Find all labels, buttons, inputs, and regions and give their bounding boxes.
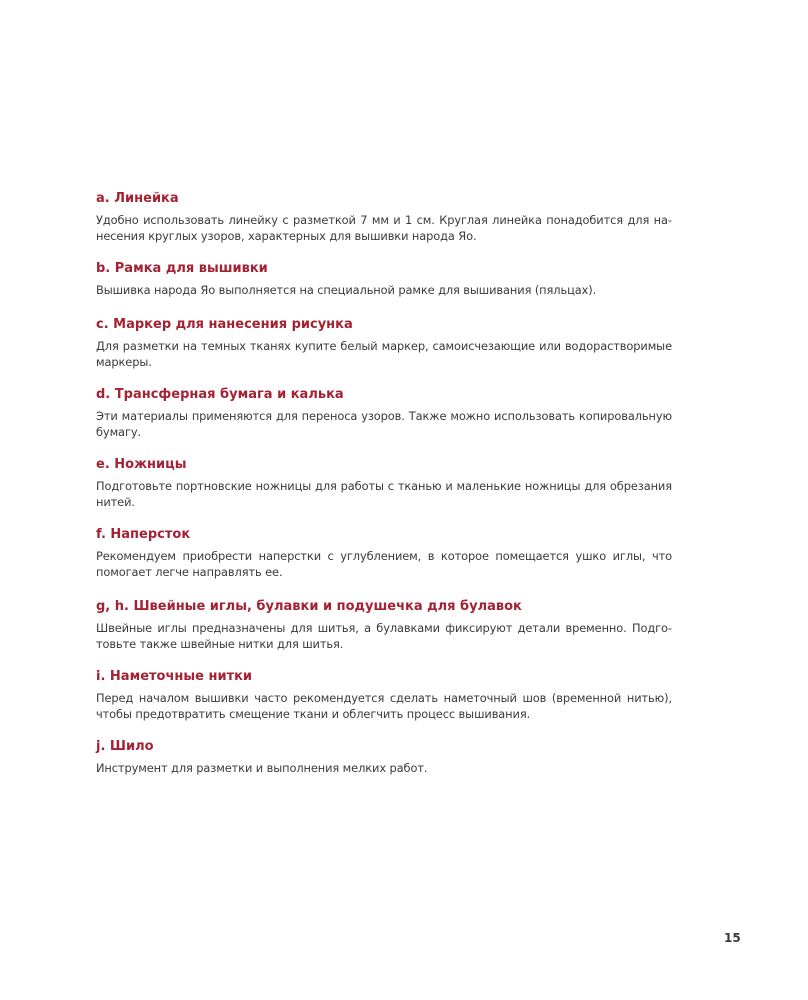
list-item-thimble bbox=[96, 526, 672, 580]
item-text: Подготовьте портновские ножницы для работы с тканью и маленькие ножницы для обрезания нитей. bbox=[96, 479, 672, 509]
item-heading: d. Трансферная бумага и калька bbox=[96, 387, 344, 402]
item-heading: e. Ножницы bbox=[96, 457, 187, 472]
list-item-ruler bbox=[96, 190, 672, 244]
list-item-awl bbox=[96, 738, 672, 776]
item-heading: i. Наметочные нитки bbox=[96, 669, 253, 684]
item-text: Швейные иглы предназначены для шитья, а булавками фиксируют детали временно. Подготовьте также швейные нитки для шитья. bbox=[96, 621, 672, 651]
list-item-basting-thread bbox=[96, 668, 672, 722]
item-heading: b. Рамка для вышивки bbox=[96, 261, 268, 276]
item-text: Рекомендуем приобрести наперстки с углублением, в которое помещается ушко иглы, что помогает легче направлять ее. bbox=[96, 549, 672, 579]
list-item-needles-pins bbox=[96, 598, 672, 652]
tools-list bbox=[96, 190, 672, 792]
item-text: Удобно использовать линейку с разметкой 7 мм и 1 см. Круглая линейка понадобится для нанесения круглых узоров, характерных для вышивки народа Яо. bbox=[96, 213, 672, 243]
item-text: Эти материалы применяются для переноса узоров. Также можно использовать копировальную бумагу. bbox=[96, 409, 672, 439]
item-text: Инструмент для разметки и выполнения мелких работ. bbox=[96, 761, 428, 775]
list-item-marker bbox=[96, 316, 672, 370]
list-item-scissors bbox=[96, 456, 672, 510]
list-item-hoop bbox=[96, 260, 672, 298]
item-text: Перед началом вышивки часто рекомендуется сделать наметочный шов (временной нитью), чтобы предотвратить смещение ткани и облегчить процесс вышивания. bbox=[96, 691, 672, 721]
item-heading: j. Шило bbox=[96, 739, 154, 754]
item-text: Для разметки на темных тканях купите белый маркер, самоисчезающие или водорастворимые маркеры. bbox=[96, 339, 672, 369]
item-heading: g, h. Швейные иглы, булавки и подушечка для булавок bbox=[96, 599, 522, 614]
page-number: 15 bbox=[724, 931, 741, 945]
item-text: Вышивка народа Яо выполняется на специальной рамке для вышивания (пяльцах). bbox=[96, 283, 597, 297]
item-heading: c. Маркер для нанесения рисунка bbox=[96, 317, 353, 332]
item-heading: a. Линейка bbox=[96, 191, 179, 206]
list-item-transfer-paper bbox=[96, 386, 672, 440]
item-heading: f. Наперсток bbox=[96, 527, 191, 542]
